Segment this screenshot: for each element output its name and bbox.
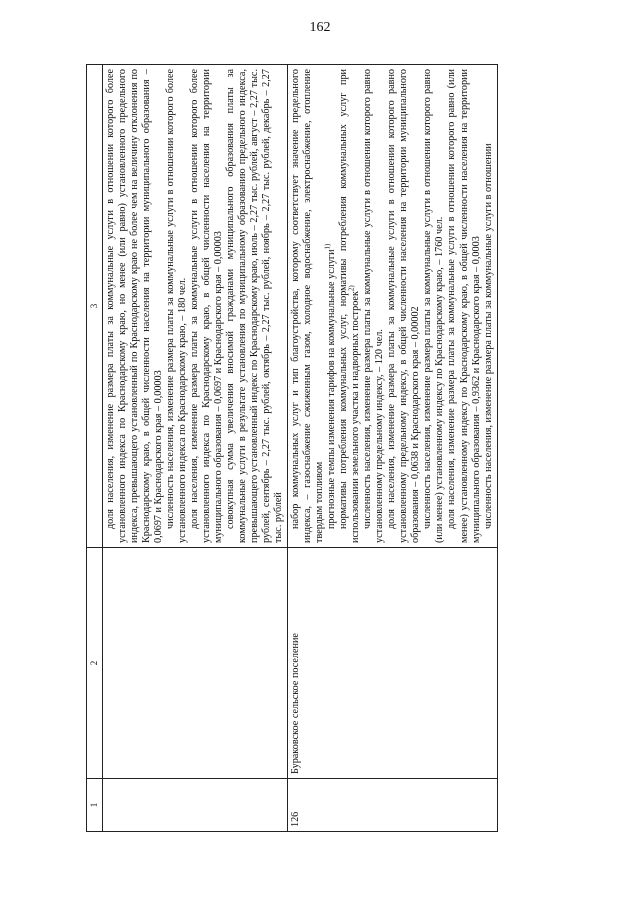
indicator-text: прогнозные темпы изменения тарифов на коммунальные услуги bbox=[326, 249, 338, 529]
indicator-paragraph: доля населения, изменение размера платы за коммунальные услуги в отношении которого равно (или менее) установленному индексу по Краснодарскому краю, в общей численности населения на территории муниципального образования – 0,9362 и Краснодарского края – 0,0003 bbox=[446, 69, 482, 543]
rotated-table-container bbox=[86, 64, 582, 832]
header-col-1: 1 bbox=[87, 779, 103, 832]
header-col-2: 2 bbox=[87, 548, 103, 779]
indicator-paragraph bbox=[338, 69, 362, 543]
indicator-paragraph: доля населения, изменение размера платы за коммунальные услуги в отношении которого равно установленному предельному индексу, в общей численности населения на территории муниципального образования – 0,0638 и Краснодарского края – 0,00002 bbox=[386, 69, 422, 543]
row-number: 126 bbox=[288, 779, 498, 832]
footnote-marker: 1) bbox=[323, 243, 332, 250]
indicator-paragraph bbox=[323, 69, 338, 543]
page-number: 162 bbox=[309, 20, 331, 35]
header-col-3: 3 bbox=[87, 65, 103, 548]
municipality-name: Бураковское сельское поселение bbox=[288, 548, 498, 779]
indicator-paragraph: набор коммунальных услуг и тип благоустройства, которому соответствует значение предельного индекса, – газоснабжение сжиженным газом, холодное водоснабжение, электроснабжение, отопление твердым топливом bbox=[290, 69, 326, 543]
cell-indicators bbox=[288, 65, 498, 548]
landscape-table-wrapper bbox=[86, 64, 582, 832]
table-row-126 bbox=[288, 65, 498, 832]
table-header-row bbox=[87, 65, 103, 832]
municipal-index-table bbox=[86, 64, 498, 832]
indicator-paragraph: доля населения, изменение размера платы за коммунальные услуги в отношении которого более установленного индекса по Краснодарскому краю, в общей численности населения на территории муниципального образования – 0,0697 и Краснодарского края – 0,00003 bbox=[188, 69, 224, 543]
indicator-paragraph: совокупная сумма увеличения вносимой гражданами муниципального образования платы за коммунальные услуги в результате установления по муниципальному образованию предельного индекса, превышающего установленный индекс по Краснодарскому краю, июль – 2,27 тыс. рублей, август – 2,27 тыс. рублей, сентябрь – 2,27 тыс. рублей, октябрь – 2,27 тыс. рублей, ноябрь – 2,27 тыс. рублей, декабрь – 2,27 тыс. рублей bbox=[224, 69, 285, 543]
indicator-paragraph: численность населения, изменение размера платы за коммунальные услуги в отношении которого равно установленному предельному индексу, – 120 чел. bbox=[362, 69, 386, 543]
footnote-marker: 2) bbox=[347, 285, 356, 292]
table-row-continuation bbox=[102, 65, 287, 832]
cell-indicators bbox=[102, 65, 287, 548]
indicator-text: нормативы потребления коммунальных услуг, нормативы потребления коммунальных услуг при использовании земельного участка и надворных построек bbox=[338, 69, 362, 543]
cell-name-empty bbox=[102, 548, 287, 779]
indicator-paragraph: численность населения, изменение размера платы за коммунальные услуги в отношении bbox=[482, 143, 494, 529]
cell-number-empty bbox=[102, 779, 287, 832]
indicator-paragraph: численность населения, изменение размера платы за коммунальные услуги в отношении которого более установленного индекса по Краснодарскому краю, – 180 чел. bbox=[164, 69, 188, 543]
indicator-paragraph: численность населения, изменение размера платы за коммунальные услуги в отношении которого равно (или менее) установленному индексу по Краснодарскому краю, – 1760 чел. bbox=[422, 69, 446, 543]
indicator-paragraph: доля населения, изменение размера платы за коммунальные услуги в отношении которого более установленного индекса по Краснодарскому краю, но менее (или равно) установленного предельного индекса, превышающего установленный по Краснодарскому краю не более чем на величину отклонения по Краснодарскому краю, в общей численности населения на территории муниципального образования – 0,0697 и Краснодарского края – 0,00003 bbox=[104, 69, 164, 543]
